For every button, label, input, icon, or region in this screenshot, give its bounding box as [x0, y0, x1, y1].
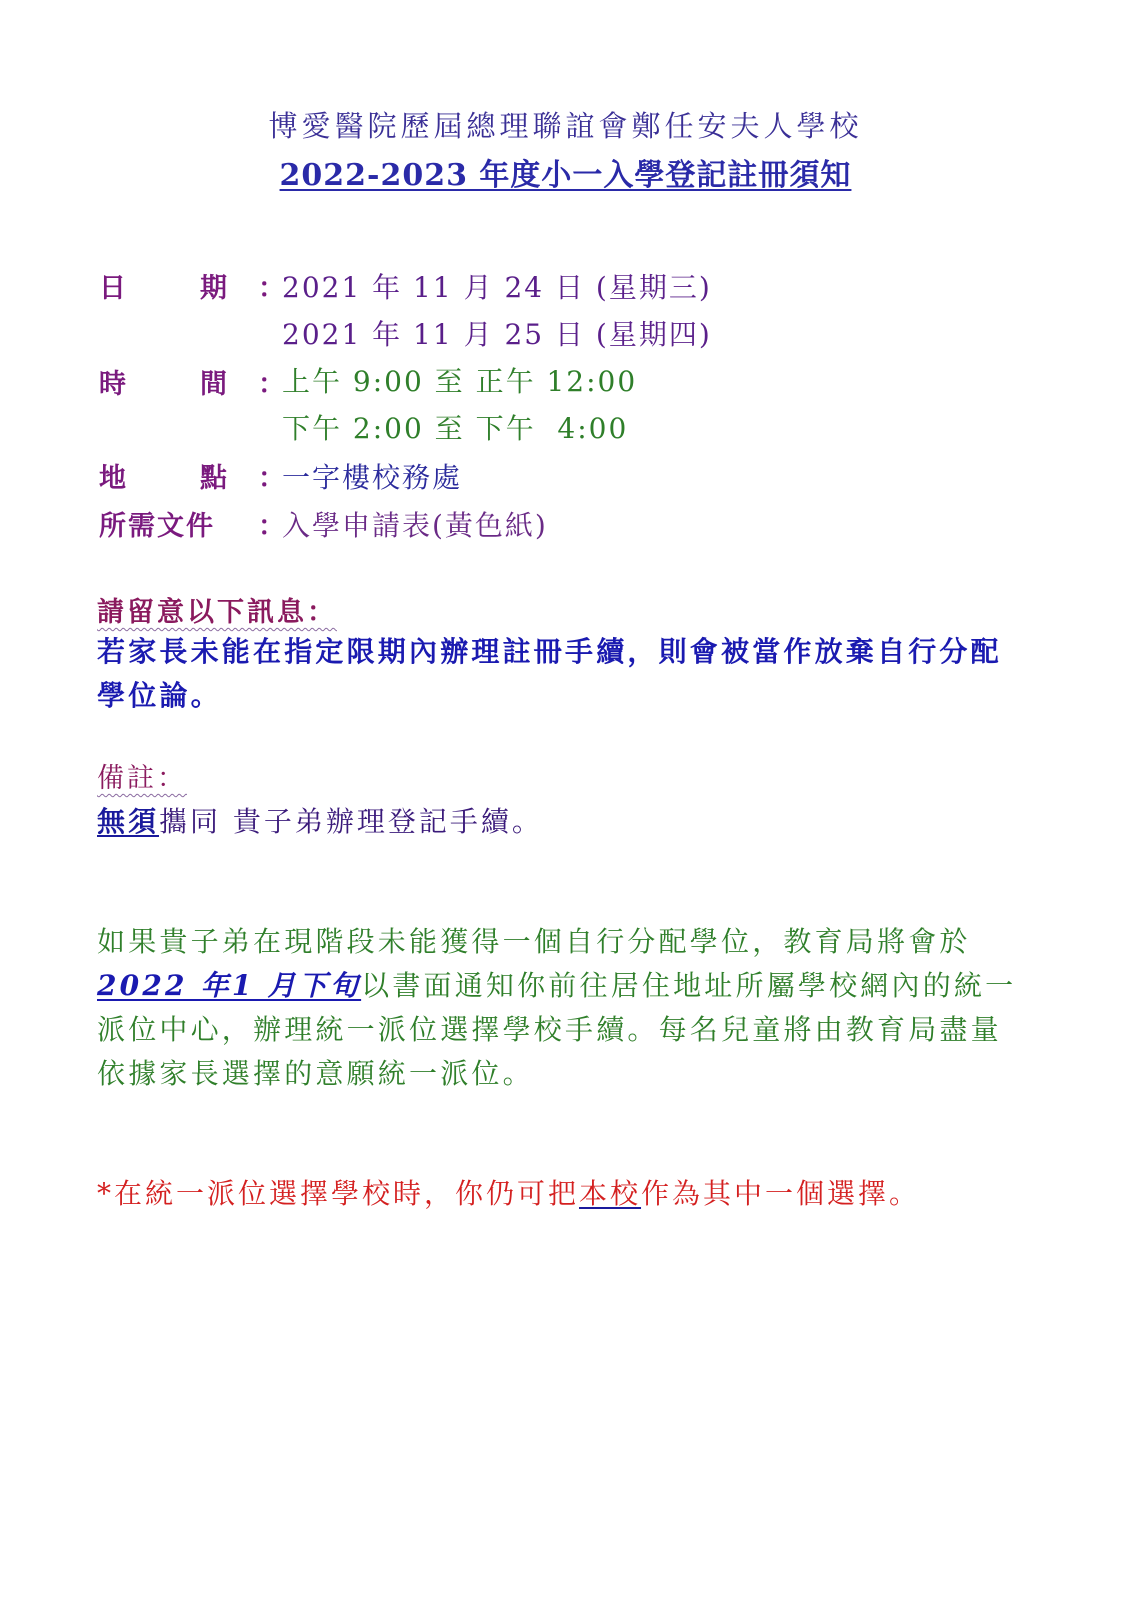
notice-body: 若家長未能在指定限期內辦理註冊手續，則會被當作放棄自行分配學位論。	[97, 635, 1002, 712]
time-label-char-1: 時	[99, 369, 128, 400]
docs-value: 入學申請表(黃色紙)	[282, 509, 548, 542]
place-label-char-2: 點	[200, 463, 229, 494]
remark-line	[97, 800, 543, 840]
allocation-paragraph	[97, 920, 1017, 1096]
footnote	[97, 1172, 920, 1212]
time-value-2: 下午 2:00 至 下午 4:00	[282, 412, 629, 445]
place-value: 一字樓校務處	[282, 461, 463, 494]
place-colon: ：	[258, 463, 285, 494]
time-label	[99, 362, 229, 401]
date-label	[99, 266, 229, 305]
date-value-2: 2021 年 11 月 25 日 (星期四)	[282, 318, 712, 351]
document-title	[0, 150, 1131, 194]
docs-label: 所需文件	[99, 511, 215, 542]
place-label	[99, 456, 229, 495]
footnote-start: *在統一派位選擇學校時，你仍可把	[97, 1177, 580, 1210]
date-value-1: 2021 年 11 月 24 日 (星期三)	[282, 271, 712, 304]
notice-heading: 請留意以下訊息：	[97, 597, 337, 628]
time-value-1: 上午 9:00 至 正午 12:00	[282, 365, 638, 398]
allocation-date: 2022 年1 月下旬	[97, 969, 362, 1002]
remark-rest: 攜同 貴子弟辦理登記手續。	[159, 805, 543, 838]
document-title-text: 2022-2023 年度小一入學登記註冊須知	[279, 158, 852, 193]
date-label-char-2: 期	[200, 273, 229, 304]
time-label-char-2: 間	[200, 369, 229, 400]
date-colon: ：	[258, 273, 285, 304]
school-name: 博愛醫院歷屆總理聯誼會鄭任安夫人學校	[268, 109, 863, 143]
docs-colon: ：	[258, 511, 285, 542]
place-label-char-1: 地	[99, 463, 128, 494]
remark-heading: 備註：	[97, 763, 187, 794]
remark-emphasis: 無須	[97, 805, 160, 838]
date-label-char-1: 日	[99, 273, 128, 304]
time-colon: ：	[258, 369, 285, 400]
footnote-end: 作為其中一個選擇。	[641, 1177, 921, 1210]
footnote-school: 本校	[579, 1177, 642, 1210]
allocation-end: 以書面通知你前往居住地址所屬學校網內的統一派位中心，辦理統一派位選擇學校手續。每名兒童將由教育局盡量依據家長選擇的意願統一派位。	[97, 969, 1017, 1090]
allocation-start: 如果貴子弟在現階段未能獲得一個自行分配學位，教育局將會於	[97, 925, 971, 958]
